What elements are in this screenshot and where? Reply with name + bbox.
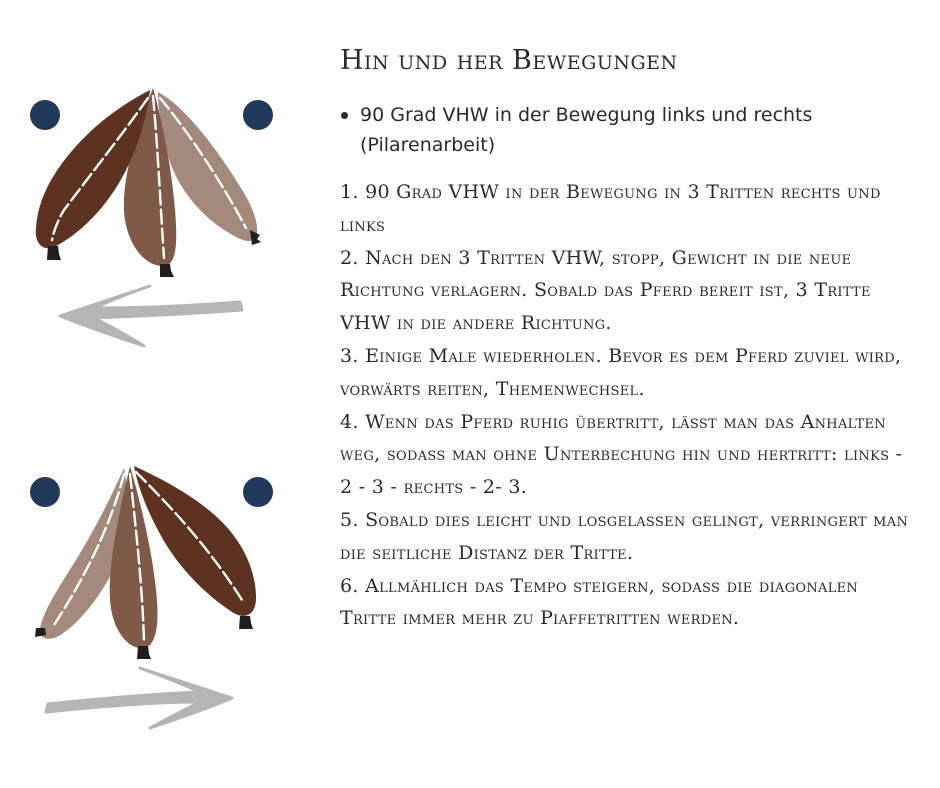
step-5: 5. Sobald dies leicht und losgelassen gelingt, verringert man die seitliche Distanz der Tritte. bbox=[340, 508, 909, 564]
steps-list bbox=[340, 176, 910, 635]
marker-dot-right bbox=[243, 100, 273, 130]
marker-dot-left bbox=[30, 477, 60, 507]
arrow-right-icon bbox=[46, 668, 232, 728]
marker-dot-left bbox=[30, 100, 60, 130]
diagram-right-movement bbox=[20, 460, 280, 760]
diagram-right-svg bbox=[20, 460, 280, 760]
page-title: Hin und her Bewegungen bbox=[340, 45, 678, 76]
step-1: 1. 90 Grad VHW in der Bewegung in 3 Tritten rechts und links bbox=[340, 181, 881, 236]
step-4: 4. Wenn das Pferd ruhig übertritt, lässt man das Anhalten weg, sodass man ohne Unterbechung hin und hertritt: links - 2 - 3 - rechts - 2- 3. bbox=[340, 410, 903, 499]
diagram-left-movement bbox=[20, 80, 280, 380]
diagram-left-svg bbox=[20, 80, 280, 380]
step-2: 2. Nach den 3 Tritten VHW, stopp, Gewicht in die neue Richtung verlagern. Sobald das Pferd bereit ist, 3 Tritte VHW in die andere Richtung. bbox=[340, 246, 871, 335]
content-panel bbox=[340, 44, 910, 635]
bullet-list bbox=[340, 100, 910, 160]
marker-dot-right bbox=[243, 477, 273, 507]
arrow-left-icon bbox=[60, 286, 242, 346]
bullet-item: 90 Grad VHW in der Bewegung links und rechts (Pilarenarbeit) bbox=[340, 100, 910, 160]
step-3: 3. Einige Male wiederholen. Bevor es dem Pferd zuviel wird, vorwärts reiten, Themenwechsel. bbox=[340, 344, 902, 400]
step-6: 6. Allmählich das Tempo steigern, sodass die diagonalen Tritte immer mehr zu Piaffetritten werden. bbox=[340, 574, 859, 630]
